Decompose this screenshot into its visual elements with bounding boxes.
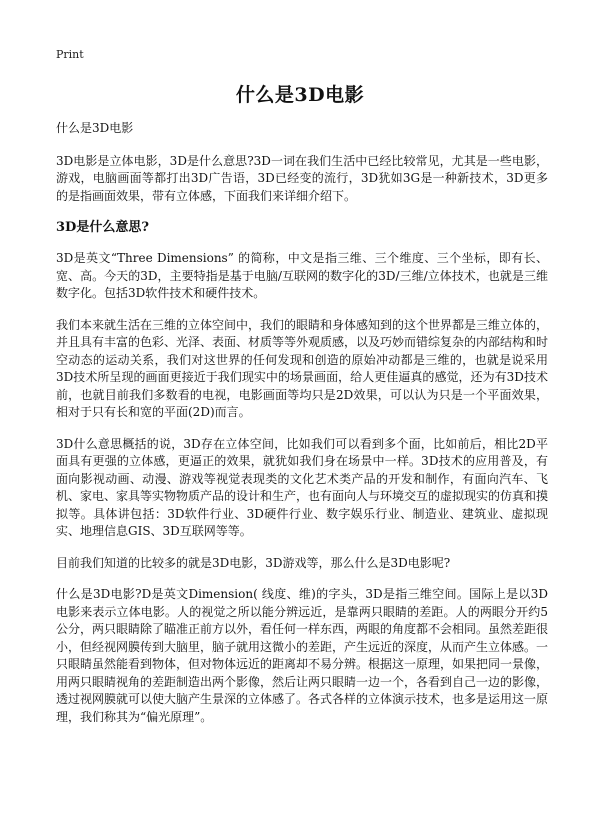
print-label: Print (56, 48, 84, 61)
paragraph-3d-applications: 3D什么意思概括的说，3D存在立体空间，比如我们可以看到多个面，比如前后，相比2D平面具有更强的立体感，更逼正的效果，就犹如我们身在场景中一样。3D技术的应用普及，有面向影视动画、动漫、游戏等视觉表现类的文化艺术类产品的开发和制作，有面向汽车、飞机、家电、家具等实物物质产品的设计和生产，也有面向人与环境交互的虚拟现实的仿真和摸拟等。具体讲包括：3D软件行业、3D硬件行业、数字娱乐行业、制造业、建筑业、虚拟现实、地理信息GIS、3D互联网等等。 (56, 436, 549, 538)
article-body (56, 120, 548, 740)
paragraph-question: 目前我们知道的比较多的就是3D电影，3D游戏等，那么什么是3D电影呢? (56, 555, 451, 570)
intro-paragraph: 3D电影是立体电影，3D是什么意思?3D一词在我们生活中已经比较常见，尤其是一些电影，游戏，电脑画面等都打出3D广告语，3D已经变的流行，3D犹如3G是一种新技术，3D更多的是指画面效果，带有立体感，下面我们来详细介绍下。 (56, 153, 548, 203)
section-heading: 3D是什么意思? (56, 220, 149, 235)
paragraph-3d-world: 我们本来就生活在三维的立体空间中，我们的眼睛和身体感知到的这个世界都是三维立体的，并且具有丰富的色彩、光泽、表面、材质等等外观质感，以及巧妙而错综复杂的内部结构和时空动态的运动关系，我们对这世界的任何发现和创造的原始冲动都是三维的，也就是说采用3D技术所呈现的画面更接近于我们现实中的场景画面，给人更佳逼真的感觉，还为有3D技术前，也就目前我们多数看的电视，电影画面等均只是2D效果，可以认为只是一个平面效果，相对于只有长和宽的平面(2D)而言。 (56, 317, 549, 419)
paragraph-3d-movie: 什么是3D电影?D是英文Dimension( 线度、维)的字头，3D是指三维空间。国际上是以3D电影来表示立体电影。人的视觉之所以能分辨远近，是靠两只眼睛的差距。人的两眼分开约5公分，两只眼睛除了瞄准正前方以外，看任何一样东西，两眼的角度都不会相同。虽然差距很小，但经视网膜传到大脑里，脑子就用这微小的差距，产生远近的深度，从而产生立体感。一只眼睛虽然能看到物体，但对物体远近的距离却不易分辨。根据这一原理，如果把同一景像，用两只眼睛视角的差距制造出两个影像，然后让两只眼睛一边一个，各看到自己一边的影像，透过视网膜就可以使大脑产生景深的立体感了。各式各样的立体演示技术，也多是运用这一原理，我们称其为“偏光原理”。 (56, 587, 549, 724)
paragraph-definition: 3D是英文“Three Dimensions” 的简称，中文是指三维、三个维度、三个坐标，即有长、宽、高。今天的3D，主要特指是基于电脑/互联网的数字化的3D/三维/立体技术，也就是三维数字化。包括3D软件技术和硬件技术。 (56, 251, 548, 300)
page-title: 什么是3D电影 (235, 84, 365, 106)
article-subtitle: 什么是3D电影 (56, 121, 134, 135)
